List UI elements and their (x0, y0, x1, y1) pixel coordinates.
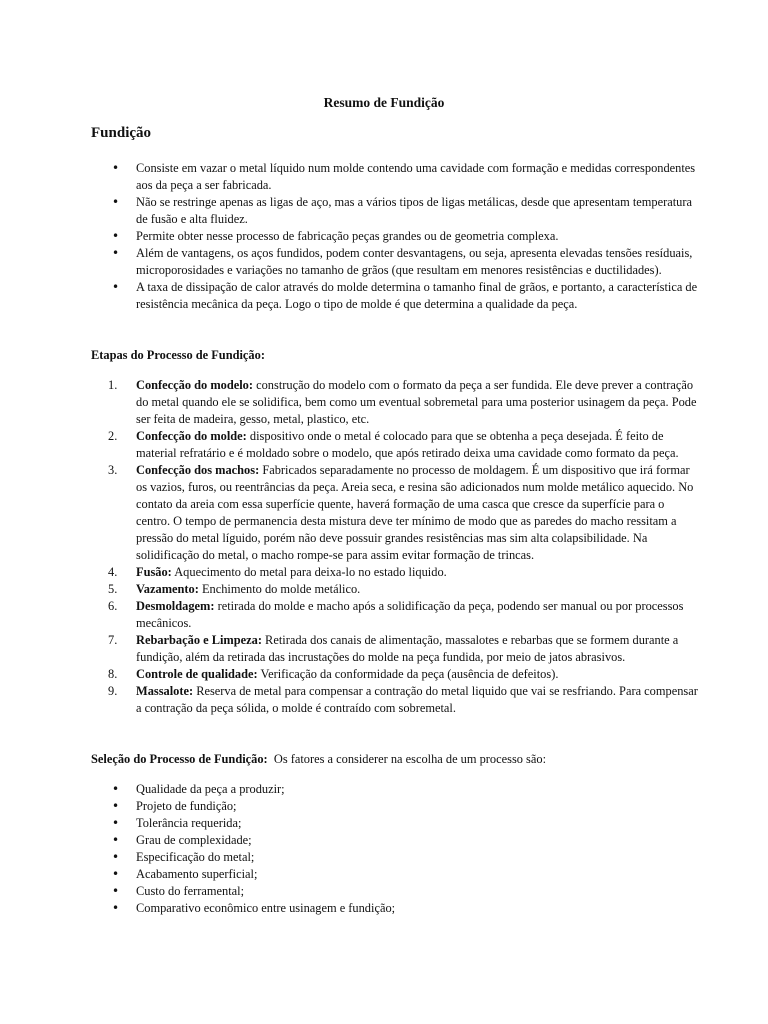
step-text: Enchimento do molde metálico. (198, 582, 361, 596)
selection-factor: • Grau de complexidade; (0, 832, 700, 849)
step-term: Rebarbação e Limpeza: (136, 633, 262, 647)
step-text: Retirada dos canais de alimentação, massalotes e rebarbas que se formem durante a fundição, além da retirada das incrustações do molde na peça fundida, por meio de jatos abrasivos. (136, 633, 679, 664)
step-text: retirada do molde e macho após a solidificação da peça, podendo ser manual ou por processos mecânicos. (136, 599, 684, 630)
step-text: Verificação da conformidade da peça (ausência de defeitos). (257, 667, 559, 681)
step-item (0, 462, 700, 564)
step-term: Controle de qualidade: (136, 667, 258, 681)
step-text: Aquecimento do metal para deixa-lo no estado liquido. (171, 565, 447, 579)
selection-intro: Os fatores a considerer na escolha de um processo são: (267, 752, 547, 766)
step-text: dispositivo onde o metal é colocado para que se obtenha a peça desejada. É feito de material refratário e é moldado sobre o modelo, que após retirado deixa uma cavidade como formato da peça. (136, 429, 679, 460)
selection-factor: • Qualidade da peça a produzir; (0, 781, 700, 798)
steps-list (0, 377, 700, 717)
step-number: 6. (108, 599, 118, 613)
steps-heading: Etapas do Processo de Fundição: (91, 348, 265, 362)
intro-bullet: • Consiste em vazar o metal líquido num molde contendo uma cavidade com formação e medidas correspondentes aos da peça a ser fabricada. (0, 160, 700, 194)
intro-bullet: • A taxa de dissipação de calor através do molde determina o tamanho final de grãos, e portanto, a característica de resistência mecânica da peça. Logo o tipo de molde é que determina a qualidade da peça. (0, 279, 700, 313)
step-term: Massalote: (136, 684, 194, 698)
selection-heading-line (91, 751, 546, 768)
step-item (0, 564, 700, 581)
step-item (0, 428, 700, 462)
intro-bullet: • Além de vantagens, os aços fundidos, podem conter desvantagens, ou seja, apresenta elevadas tensões resíduais, microporosidades e variações no tamanho de grãos (que resultam em menores resistências e ductilidades). (0, 245, 700, 279)
intro-bullet: • Permite obter nesse processo de fabricação peças grandes ou de geometria complexa. (0, 228, 700, 245)
step-text: Reserva de metal para compensar a contração do metal liquido que vai se resfriando. Para compensar a contração da peça sólida, o molde é contraído com sobremetal. (136, 684, 698, 715)
step-number: 8. (108, 667, 118, 681)
selection-factor: • Acabamento superficial; (0, 866, 700, 883)
selection-heading: Seleção do Processo de Fundição: (91, 752, 268, 766)
step-term: Vazamento: (136, 582, 199, 596)
step-number: 9. (108, 684, 118, 698)
selection-factor: • Custo do ferramental; (0, 883, 700, 900)
selection-factor: • Especificação do metal; (0, 849, 700, 866)
step-term: Desmoldagem: (136, 599, 215, 613)
selection-factor-list (0, 781, 700, 917)
step-number: 3. (108, 463, 118, 477)
step-number: 5. (108, 582, 118, 596)
selection-factor: • Comparativo econômico entre usinagem e fundição; (0, 900, 700, 917)
step-number: 2. (108, 429, 118, 443)
document-title: Resumo de Fundição (323, 95, 445, 110)
step-item (0, 632, 700, 666)
step-item (0, 683, 700, 717)
section-heading-fundicao: Fundição (91, 125, 152, 141)
step-number: 7. (108, 633, 118, 647)
intro-bullet-list (0, 160, 700, 313)
selection-factor: • Projeto de fundição; (0, 798, 700, 815)
step-text: Fabricados separadamente no processo de moldagem. É um dispositivo que irá formar os vazios, furos, ou reentrâncias da peça. Areia seca, e resina são adicionados num molde metálico aquecido. No contato da areia com essa superfície quente, haverá formação de uma casca que cresce da superfície para o centro. O tempo de permanencia desta mistura deve ter mínimo de modo que as paredes do macho ressitam a pressão do metal líguido, porém não deve possuir grandes resistências mas sim alta colapsibilidade. Na solidificação do metal, o macho rompe-se para assim evitar formação de trincas. (136, 463, 694, 562)
step-item (0, 581, 700, 598)
step-term: Confecção do modelo: (136, 378, 254, 392)
step-text: construção do modelo com o formato da peça a ser fundida. Ele deve prever a contração do metal quando ele se solidifica, bem como um eventual sobremetal para uma posterior usinagem da peça. Pode ser feita de madeira, gesso, metal, plastico, etc. (136, 378, 697, 426)
selection-factor: • Tolerância requerida; (0, 815, 700, 832)
step-term: Fusão: (136, 565, 172, 579)
step-item (0, 598, 700, 632)
intro-bullet: • Não se restringe apenas as ligas de aço, mas a vários tipos de ligas metálicas, desde que apresentam temperatura de fusão e alta fluidez. (0, 194, 700, 228)
step-term: Confecção do molde: (136, 429, 247, 443)
step-number: 1. (108, 378, 118, 392)
step-item (0, 666, 700, 683)
step-number: 4. (108, 565, 118, 579)
step-item (0, 377, 700, 428)
step-term: Confecção dos machos: (136, 463, 260, 477)
